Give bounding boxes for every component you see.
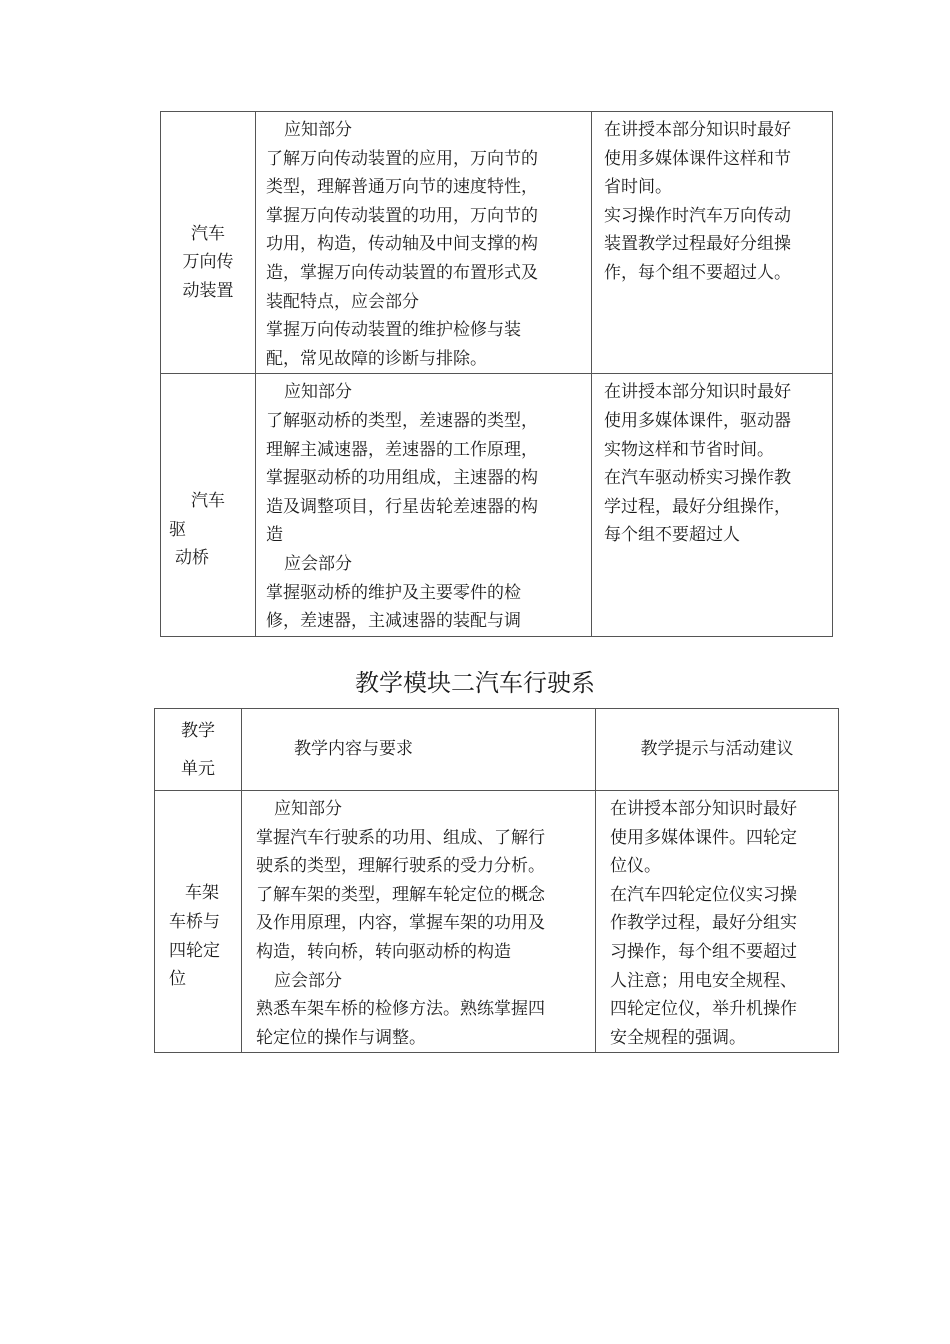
content-line: 应会部分 (284, 553, 352, 574)
content-line: 掌握汽车行驶系的功用、组成、了解行 (256, 827, 545, 848)
hint-cell (592, 374, 833, 636)
content-line: 构造，转向桥，转向驱动桥的构造 (256, 941, 511, 962)
content-cell (256, 374, 592, 636)
unit-line: 动装置 (182, 280, 234, 301)
curriculum-table-1 (160, 111, 833, 637)
header-unit-cell (155, 709, 242, 791)
unit-line: 位 (169, 969, 186, 990)
hint-line: 在讲授本部分知识时最好 (604, 120, 791, 140)
hint-line: 安全规程的强调。 (610, 1027, 746, 1048)
hint-line: 使用多媒体课件。四轮定 (610, 827, 797, 848)
hint-line: 使用多媒体课件，驱动器 (604, 410, 791, 431)
content-line: 掌握万向传动装置的功用，万向节的 (266, 205, 538, 226)
table-row (161, 112, 833, 374)
hint-line: 作，每个组不要超过人。 (604, 262, 791, 283)
content-line: 造 (266, 525, 283, 546)
unit-cell (161, 374, 256, 636)
content-line: 造，掌握万向传动装置的布置形式及 (266, 262, 538, 283)
unit-line: 动桥 (175, 548, 209, 569)
unit-line: 车架 (185, 883, 219, 904)
content-line: 掌握驱动桥的维护及主要零件的检 (266, 582, 521, 603)
content-line: 及作用原理，内容，掌握车架的功用及 (256, 913, 545, 934)
content-line: 掌握驱动桥的功用组成，主速器的构 (266, 468, 538, 489)
content-line: 熟悉车架车桥的检修方法。熟练掌握四 (256, 999, 545, 1020)
table-row (155, 791, 839, 1053)
unit-line: 车桥与 (169, 912, 220, 933)
curriculum-table-2 (154, 708, 839, 1053)
hint-line: 在汽车驱动桥实习操作教 (604, 468, 791, 489)
content-line: 应知部分 (284, 382, 352, 403)
content-line: 掌握万向传动装置的维护检修与装 (266, 320, 521, 341)
unit-line: 驱 (169, 519, 186, 540)
unit-line: 四轮定 (169, 940, 220, 961)
header-content-cell: 教学内容与要求 (242, 709, 596, 791)
unit-cell (155, 791, 242, 1053)
hint-line: 在讲授本部分知识时最好 (610, 799, 797, 819)
table-row (161, 374, 833, 636)
content-line: 应知部分 (284, 120, 352, 140)
hint-line: 位仪。 (610, 856, 661, 877)
content-line: 造及调整项目，行星齿轮差速器的构 (266, 496, 538, 517)
unit-cell (161, 112, 256, 374)
content-line: 轮定位的操作与调整。 (256, 1027, 426, 1048)
hint-line: 使用多媒体课件这样和节 (604, 148, 791, 169)
hint-line: 四轮定位仪，举升机操作 (610, 999, 797, 1020)
unit-line: 汽车 (191, 223, 225, 244)
section-title: 教学模块二汽车行驶系 (355, 669, 595, 697)
header-unit-line: 教学 (181, 720, 215, 741)
hint-cell (592, 112, 833, 374)
hint-line: 每个组不要超过人 (604, 525, 740, 546)
hint-line: 装置教学过程最好分组操 (604, 234, 791, 255)
table-header-row (155, 709, 839, 791)
unit-line: 汽车 (191, 491, 225, 512)
content-line: 了解万向传动装置的应用，万向节的 (266, 148, 538, 169)
content-line: 功用，构造，传动轴及中间支撑的构 (266, 234, 538, 255)
hint-line: 省时间。 (604, 177, 672, 198)
content-line: 驶系的类型，理解行驶系的受力分析。 (256, 856, 545, 877)
content-cell (242, 791, 596, 1053)
hint-line: 学过程，最好分组操作， (604, 496, 791, 517)
hint-line: 习操作，每个组不要超过 (610, 941, 797, 962)
unit-line: 万向传 (182, 252, 234, 273)
hint-line: 人注意；用电安全规程、 (610, 970, 797, 991)
content-line: 配，常见故障的诊断与排除。 (266, 348, 487, 369)
content-line: 了解车架的类型，理解车轮定位的概念 (256, 884, 545, 905)
hint-line: 在汽车四轮定位仪实习操 (610, 884, 797, 905)
hint-line: 实习操作时汽车万向传动 (604, 205, 791, 226)
content-line: 修，差速器，主减速器的装配与调 (266, 611, 521, 632)
content-cell (256, 112, 592, 374)
hint-line: 作教学过程，最好分组实 (610, 913, 797, 934)
header-unit-line: 单元 (181, 758, 215, 779)
content-line: 装配特点，应会部分 (266, 291, 419, 312)
content-line: 应会部分 (274, 970, 342, 991)
header-hint-cell: 教学提示与活动建议 (596, 709, 839, 791)
hint-cell (596, 791, 839, 1053)
content-line: 类型，理解普通万向节的速度特性， (266, 177, 538, 198)
content-line: 了解驱动桥的类型，差速器的类型， (266, 410, 538, 431)
content-line: 应知部分 (274, 799, 342, 819)
hint-line: 在讲授本部分知识时最好 (604, 382, 791, 403)
content-line: 理解主减速器，差速器的工作原理， (266, 439, 538, 460)
hint-line: 实物这样和节省时间。 (604, 439, 774, 460)
